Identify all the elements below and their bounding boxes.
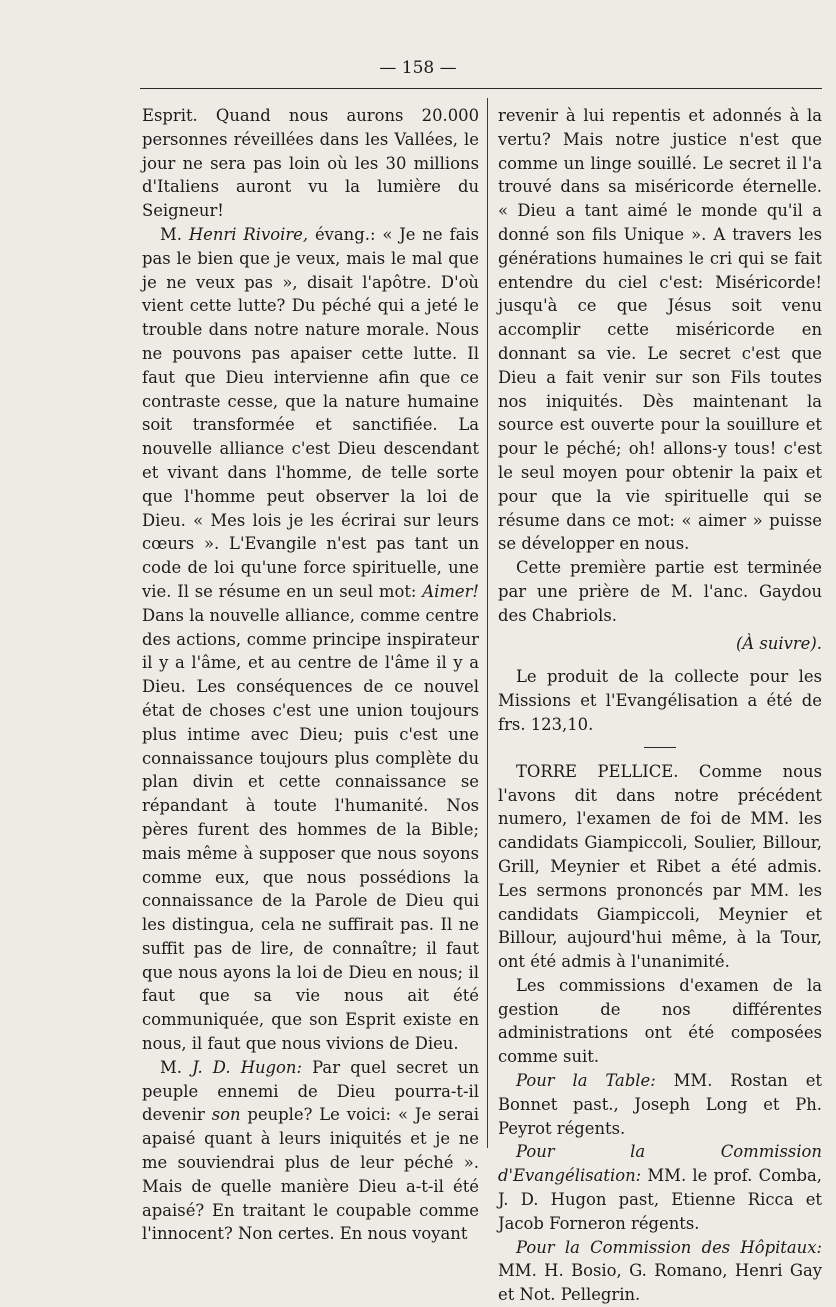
commission-label: Pour la Commission des Hôpitaux: [516, 1237, 822, 1257]
speaker-prefix: M. [160, 1057, 193, 1077]
paragraph: revenir à lui repentis et adonnés à la vertu? Mais notre justice n'est que comme un linge souillé. Le secret il l'a trouvé dans sa miséricorde éternelle. « Dieu a tant aimé le monde qu'il a donné son fils Unique ». A travers les générations humaines le cri qui se fait entendre du ciel c'est: Miséricorde! jusqu'à ce que Jésus soit venu accomplir cette miséricorde en donnant sa vie. Le secret c'est que Dieu a fait venir sur son Fils toutes nos iniquités. Dès maintenant la source est ouverte pour la souillure et pour le péché; oh! allons-y tous! c'est le seul moyen pour obtenir la paix et pour que la vie spirituelle qui se résume dans ce mot: « aimer » puisse se développer en nous. [498, 106, 822, 554]
emphasis: son [211, 1105, 241, 1125]
emphasis: Aimer! [422, 581, 479, 601]
to-be-continued: (À suivre). [735, 633, 822, 653]
paragraph: Les commissions d'examen de la gestion de nos différentes administrations ont été composées comme suit. [498, 975, 822, 1067]
paragraph-hopitaux [498, 1236, 822, 1307]
column-divider [487, 98, 488, 1148]
paragraph: Cette première partie est terminée par une prière de M. l'anc. Gaydou des Chabriols. [498, 558, 822, 625]
speaker-name: Henri Rivoire, [188, 224, 309, 244]
commission-members: MM. H. Bosio, G. Romano, Henri Gay et Not. Pellegrin. [498, 1261, 822, 1305]
paragraph: Esprit. Quand nous aurons 20.000 personnes réveillées dans les Vallées, le jour ne sera pas loin où les 30 millions d'Italiens auront vu la lumière du Seigneur! [142, 106, 479, 221]
paragraph-rivoire [142, 223, 479, 1056]
page-number: — 158 — [379, 58, 457, 78]
speaker-name: J. D. Hugon: [192, 1057, 302, 1077]
commission-members: MM. Rostan et Bonnet past., Joseph Long et Ph. Peyrot régents. [498, 1071, 822, 1138]
speech-text: Dans la nouvelle alliance, comme centre des actions, comme principe inspirateur il y a l'âme, et au centre de l'âme il y a Dieu. Les conséquences de ce nouvel état de choses c'est une union toujours plus intime avec Dieu; puis c'est une connaissance toujours plus complète du plan divin et cette connaissance se répandant à toute l'humanité. Nos pères furent des hommes de la Bible; mais même à supposer que nous soyons comme eux, que nous possédions la connaissance de la Parole de Dieu qui les distingua, cela ne suffirait pas. Il ne suffit pas de lire, de connaître; il faut que nous ayons la loi de Dieu en nous; il faut que sa vie nous ait été communiquée, que son Esprit existe en nous, il faut que nous vivions de Dieu. [142, 605, 479, 1054]
commission-label: Pour la Table: [516, 1071, 656, 1091]
paragraph-table [498, 1069, 822, 1140]
left-column [142, 104, 479, 1246]
paragraph-torre-pellice: TORRE PELLICE. Comme nous l'avons dit dans notre précédent numero, l'examen de foi de MM. les candidats Giampiccoli, Soulier, Billour, Grill, Meynier et Ribet a été admis. Les sermons prononcés par MM. les candidats Giampiccoli, Meynier et Billour, aujourd'hui même, à la Tour, ont été admis à l'unanimité. [498, 761, 822, 972]
speech-text: Par quel secret un peuple ennemi de Dieu pourra-t-il devenir [142, 1057, 479, 1125]
speech-text: peuple? Le voici: « Je serai apaisé quant à leurs iniquités et je ne me souviendrai plus de leur péché ». Mais de quelle manière Dieu a-t-il été apaisé? En traitant le coupable comme l'innocent? Non certes. En nous voyant [142, 1105, 480, 1244]
header-rule [140, 88, 822, 89]
paragraph-collection: Le produit de la collecte pour les Missions et l'Evangélisation a été de frs. 123,10. [498, 667, 822, 734]
section-separator [644, 747, 676, 748]
commission-label: Pour la Commission d'Evangélisation: [498, 1142, 822, 1186]
commission-members: MM. le prof. Comba, J. D. Hugon past, Etienne Ricca et Jacob Forneron régents. [498, 1166, 822, 1233]
speaker-prefix: M. [160, 224, 189, 244]
paragraph-evangelisation [498, 1140, 822, 1235]
paragraph-hugon [142, 1056, 479, 1246]
speech-text: évang.: « Je ne fais pas le bien que je veux, mais le mal que je ne veux pas », disait l'apôtre. D'où vient cette lutte? Du péché qui a jeté le trouble dans notre nature morale. Nous ne pouvons pas apaiser cette lutte. Il faut que Dieu intervienne afin que ce contraste cesse, que la nature humaine soit transformée et sanctifiée. La nouvelle alliance c'est Dieu descendant et vivant dans l'homme, de telle sorte que l'homme peut observer la loi de Dieu. « Mes lois je les écrirai sur leurs cœurs ». L'Evangile n'est pas tant un code de loi qu'une force spirituelle, une vie. Il se résume en un seul mot: [142, 224, 479, 601]
right-column [498, 104, 822, 1307]
